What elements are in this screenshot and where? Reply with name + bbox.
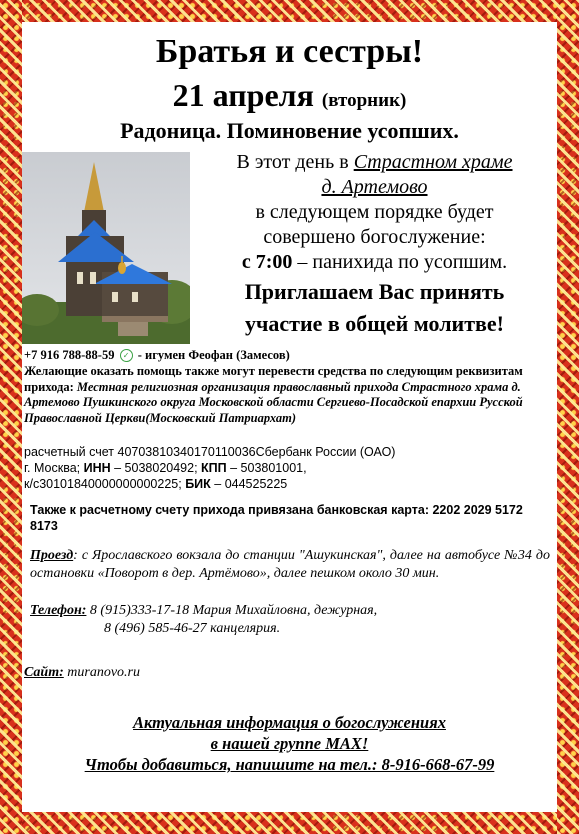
service-time-line bbox=[192, 250, 557, 275]
bank-codes bbox=[24, 476, 554, 492]
order-line-2: совершено богослужение: bbox=[263, 226, 486, 248]
flyer bbox=[22, 22, 557, 812]
temple-name: Страстном храме bbox=[353, 151, 513, 173]
bank-city: г. Москва; bbox=[24, 461, 84, 475]
parish-org: Местная религиозная организация православный прихода Страстного храма д. Артемово Пушкинского округа Московской области Сергиево-Посадской епархии Русской Православной Церкви(Московский Патриархат) bbox=[24, 379, 523, 425]
footer-line-1: Актуальная информация о богослужениях bbox=[133, 713, 446, 732]
bank-ids bbox=[24, 460, 554, 476]
site-url[interactable]: muranovo.ru bbox=[63, 665, 141, 680]
greeting-title: Братья и сестры! bbox=[155, 33, 424, 70]
phone-2: 8 (496) 585-46-27 канцелярия. bbox=[104, 621, 281, 636]
bank-account: расчетный счет 40703810340170110036Сбербанк России (ОАО) bbox=[24, 445, 396, 459]
phone-1: 8 (915)333-17-18 Мария Михайловна, дежурная, bbox=[86, 603, 378, 618]
contact-phone: +7 916 788-88-59 bbox=[24, 348, 115, 362]
kpp-value: – 503801001, bbox=[226, 461, 307, 475]
inn-value: – 5038020492; bbox=[110, 461, 202, 475]
phone-info bbox=[30, 602, 550, 638]
contact-line bbox=[24, 348, 554, 364]
phone-line-1 bbox=[30, 602, 550, 620]
route-info bbox=[30, 547, 550, 583]
bank-details bbox=[24, 444, 554, 492]
date-title bbox=[22, 78, 557, 118]
kpp-label: КПП bbox=[201, 461, 227, 475]
phone-label: Телефон: bbox=[30, 603, 87, 618]
date: 21 апреля bbox=[172, 77, 314, 113]
service-name: – панихида по усопшим. bbox=[292, 251, 508, 273]
site-info bbox=[24, 664, 544, 682]
donation-intro: Желающие оказать помощь также могут перевести средства по следующим реквизитам прихода: bbox=[24, 364, 523, 394]
bank-card-note: Также к расчетному счету прихода привязана банковская карта: 2202 2029 5172 8173 bbox=[30, 503, 523, 533]
invite-line-1: Приглашаем Вас принять bbox=[244, 279, 505, 304]
border-top bbox=[0, 0, 579, 22]
service-announcement bbox=[192, 150, 557, 339]
group-notice bbox=[22, 712, 557, 775]
border-right bbox=[557, 0, 579, 834]
ks-value: к/с30101840000000000225; bbox=[24, 477, 186, 491]
site-label: Сайт: bbox=[24, 665, 64, 680]
bik-value: – 044525225 bbox=[210, 477, 288, 491]
check-icon: ✓ bbox=[120, 349, 133, 362]
feast-title: Радоница. Поминовение усопших. bbox=[120, 118, 459, 143]
church-photo bbox=[22, 152, 190, 344]
village-name: д. Артемово bbox=[321, 176, 428, 198]
contact-person: - игумен Феофан (Замесов) bbox=[134, 348, 290, 362]
invite-line-2: участие в общей молитве! bbox=[244, 311, 504, 336]
service-time: с 7:00 bbox=[241, 251, 293, 273]
border-bottom bbox=[0, 812, 579, 834]
announce-intro bbox=[192, 150, 557, 175]
route-text: : с Ярославского вокзала до станции "Ашукинская", далее на автобусе №34 до остановки «Поворот в дер. Артёмово», далее пешком около 30 мин. bbox=[30, 548, 550, 581]
intro-text: В этот день в bbox=[236, 151, 349, 173]
weekday: (вторник) bbox=[321, 90, 407, 111]
border-left bbox=[0, 0, 22, 834]
footer-line-3: Чтобы добавиться, напишите на тел.: 8-916-668-67-99 bbox=[84, 755, 495, 774]
footer-line-2: в нашей группе MAX! bbox=[210, 734, 369, 753]
order-line-1: в следующем порядке будет bbox=[255, 201, 494, 223]
bik-label: БИК bbox=[185, 477, 211, 491]
route-label: Проезд bbox=[30, 548, 74, 563]
donation-info bbox=[24, 364, 554, 426]
inn-label: ИНН bbox=[83, 461, 111, 475]
